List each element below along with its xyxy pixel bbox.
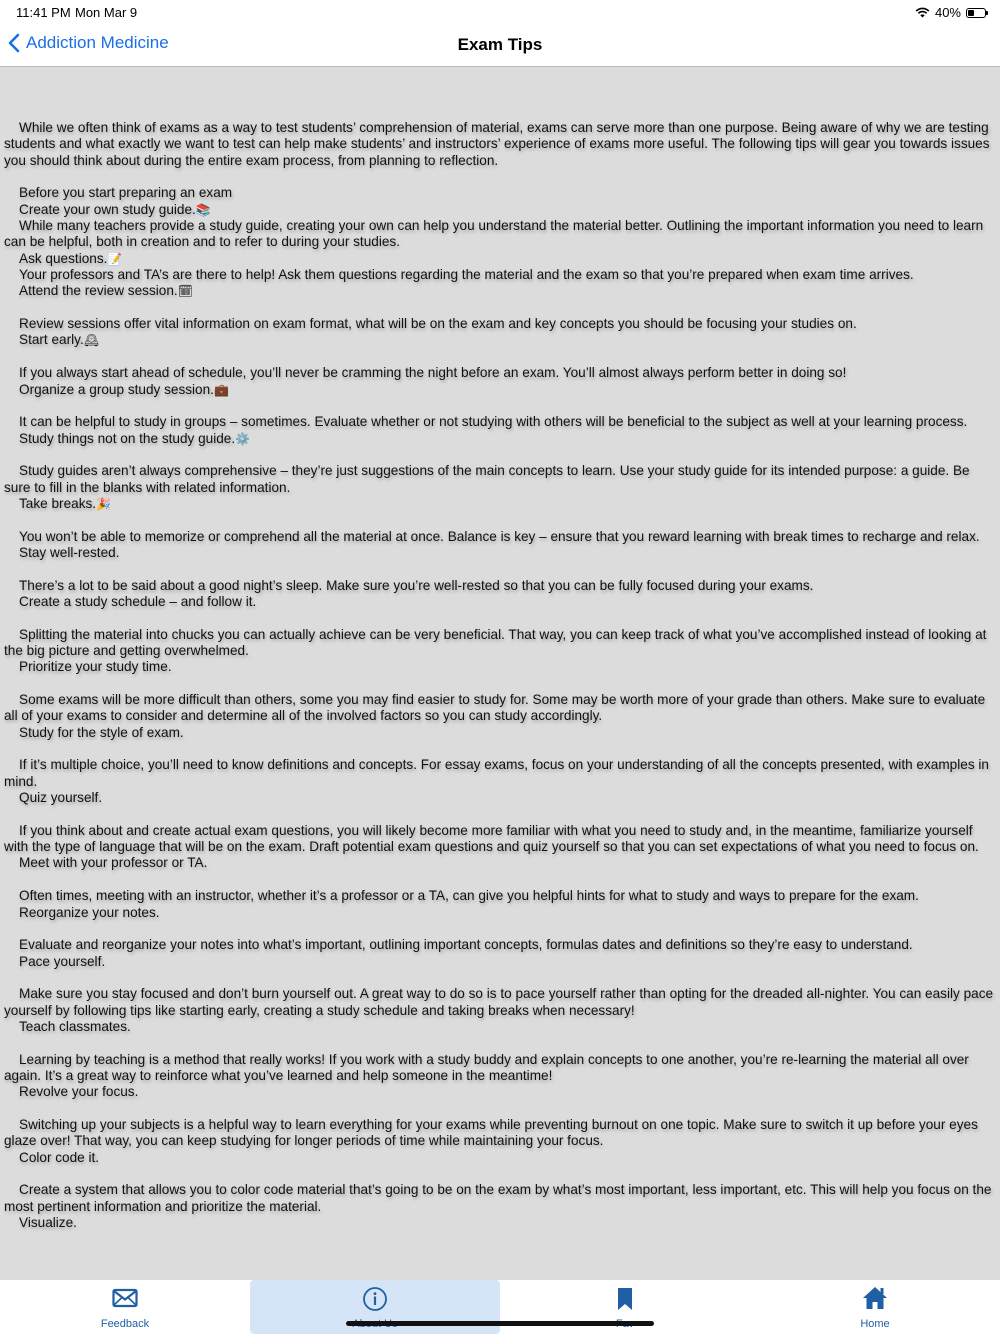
article-text-span: Color code it. — [19, 1149, 100, 1165]
article-text-span: Attend the review session. — [19, 283, 178, 299]
article-text-span: Stay well-rested. — [19, 544, 120, 560]
article-tip — [4, 185, 996, 201]
article-tip — [4, 496, 996, 512]
article-text-span: Create a system that allows you to color code material that’s going to be on the exam by what’s most important, less important, etc. This will help you focus on the most pertinent information and prioritize the material. — [4, 1182, 992, 1214]
paragraph-spacer — [4, 1101, 996, 1117]
article-tip — [4, 1019, 996, 1035]
article-paragraph — [4, 757, 996, 790]
article-text-span: Make sure you stay focused and don’t burn yourself out. A great way to do so is to pace yourself rather than opting for the dreaded all-nighter. You can easily pace yourself by following tips like starting early, creating a study schedule and taking breaks when necessary! — [4, 986, 994, 1018]
paragraph-spacer — [4, 300, 996, 316]
article-scroll-view[interactable] — [0, 67, 1000, 1280]
article-text-span: It can be helpful to study in groups – sometimes. Evaluate whether or not studying with others will be beneficial to the subject as well at your learning process. — [19, 414, 968, 430]
article-text-span: Start early. — [19, 332, 84, 348]
back-button-label: Addiction Medicine — [26, 33, 169, 52]
article-tip — [4, 365, 996, 381]
envelope-icon — [112, 1288, 138, 1308]
home-indicator — [346, 1321, 654, 1326]
bookmark-icon — [617, 1287, 633, 1311]
article-tip — [4, 578, 996, 594]
article-tip — [4, 267, 996, 283]
article-tip — [4, 1150, 996, 1166]
article-tip — [4, 905, 996, 921]
article-text-span: Some exams will be more difficult than others, some you may find easier to study for. Some may be worth more of your grade than others. Make sure to evaluate all of your exams to consider and determine all of the involved factors so you can study accordingly. — [4, 692, 986, 724]
tip-emoji-icon: 📚 — [195, 202, 211, 217]
article-text-span: Evaluate and reorganize your notes into what’s important, outlining important concepts, formulas dates and definitions so they’re easy to understand. — [19, 937, 913, 953]
article-tip — [4, 283, 996, 299]
article-paragraph — [4, 1182, 996, 1215]
article-paragraph — [4, 1117, 996, 1150]
article-paragraph — [4, 986, 996, 1019]
page-title: Exam Tips — [457, 35, 543, 54]
navigation-bar — [0, 24, 1000, 67]
article-tip — [4, 431, 996, 447]
article-text-span: Often times, meeting with an instructor, whether it’s a professor or a TA, can give you helpful hints for what to study and ways to prepare for the exam. — [19, 888, 919, 904]
paragraph-spacer — [4, 741, 996, 757]
article-text-span: Take breaks. — [19, 495, 97, 511]
tip-emoji-icon: ⚙️ — [235, 431, 251, 446]
article-text-span: Ask questions. — [19, 250, 108, 266]
paragraph-spacer — [4, 398, 996, 414]
tab-label: Home — [860, 1318, 890, 1330]
article-paragraph — [4, 529, 996, 545]
battery-percent: 40% — [934, 5, 961, 20]
article-paragraph — [4, 692, 996, 725]
article-text-span: Organize a group study session. — [19, 381, 214, 397]
tab-label: Feedback — [100, 1318, 150, 1330]
article-text-span: Meet with your professor or TA. — [19, 855, 208, 871]
article-text-span: Before you start preparing an exam — [19, 185, 233, 201]
paragraph-spacer — [4, 349, 996, 365]
article-tip — [4, 332, 996, 348]
paragraph-spacer — [4, 561, 996, 577]
article-paragraph — [4, 627, 996, 660]
article-text-span: Quiz yourself. — [19, 790, 103, 806]
paragraph-spacer — [4, 970, 996, 986]
article-paragraph — [4, 218, 996, 251]
tip-emoji-icon: 💼 — [213, 382, 229, 397]
article-tip — [4, 659, 996, 675]
article-tip — [4, 888, 996, 904]
article-text-span: You won’t be able to memorize or comprehend all the material at once. Balance is key – ensure that you reward learning with break times to recharge and relax. — [19, 528, 980, 544]
article-tip — [4, 1215, 996, 1231]
article-tip — [4, 382, 996, 398]
article-tip — [4, 725, 996, 741]
battery-level — [968, 10, 974, 16]
paragraph-spacer — [4, 872, 996, 888]
paragraph-spacer — [4, 806, 996, 822]
home-icon — [862, 1285, 888, 1311]
article-text-span: Teach classmates. — [19, 1018, 131, 1034]
article-paragraph — [4, 414, 996, 430]
article-text-span: Visualize. — [19, 1215, 77, 1231]
info-circle-icon — [362, 1286, 388, 1312]
article-tip — [4, 855, 996, 871]
status-time: 11:41 PM — [16, 5, 71, 20]
wifi-icon — [915, 7, 930, 18]
paragraph-spacer — [4, 512, 996, 528]
article-tip — [4, 316, 996, 332]
article-text-span: If you always start ahead of schedule, you’ll never be cramming the night before an exam. You’ll almost always perform better in doing so! — [19, 365, 847, 381]
article-text-span: If you think about and create actual exam questions, you will likely become more familiar with what you need to study and, in the meantime, familiarize yourself with the type of language that will be on the exam. Draft potential exam questions and quiz yourself so that you can set expectations of what you need to focus on. — [4, 822, 979, 855]
article-text-span: Create a study schedule – and follow it. — [19, 593, 257, 609]
paragraph-spacer — [4, 921, 996, 937]
article-text-span: While many teachers provide a study guide, creating your own can help you understand the material better. Outlining the important information you need to learn can be helpful, both in creation and to refer to during your studies. — [4, 218, 984, 250]
article-tip — [4, 1084, 996, 1100]
paragraph-spacer — [4, 676, 996, 692]
article-text-span: Study guides aren’t always comprehensive – they’re just suggestions of the main concepts to learn. Use your study guide for its intended purpose: a guide. Be sure to fill in the blanks with related information. — [4, 463, 970, 495]
paragraph-spacer — [4, 169, 996, 185]
article-text-span: There’s a lot to be said about a good night’s sleep. Make sure you’re well-rested so that you can be fully focused during your exams. — [19, 577, 814, 593]
tip-emoji-icon: 📝 — [107, 251, 123, 266]
paragraph-spacer — [4, 610, 996, 626]
tab-feedback[interactable] — [0, 1280, 250, 1334]
article-text-span: Create your own study guide. — [19, 201, 196, 217]
article-text-span: Review sessions offer vital information on exam format, what will be on the exam and key concepts you should be focusing your studies on. — [19, 316, 857, 332]
paragraph-spacer — [4, 1166, 996, 1182]
article-tip — [4, 545, 996, 561]
article-tip — [4, 251, 996, 267]
article-text-span: While we often think of exams as a way to test students’ comprehension of material, exams can serve more than one purpose. Being aware of why we are testing students and what exactly we want to test can help make students’ and instructors’ experience of exams more useful. The following tips will gear you towards issues you should think about during the entire exam process, from planning to reflection. — [4, 120, 990, 168]
article-tip — [4, 937, 996, 953]
article-text-span: Your professors and TA’s are there to help! Ask them questions regarding the material and the exam so that you’re prepared when exam time arrives. — [19, 267, 914, 283]
article-text-span: Study for the style of exam. — [19, 724, 184, 740]
status-indicators — [915, 5, 986, 20]
article-text-span: Study things not on the study guide. — [19, 430, 236, 446]
article-text-span: Pace yourself. — [19, 953, 106, 969]
status-date: Mon Mar 9 — [75, 5, 138, 20]
article-tip — [4, 202, 996, 218]
paragraph-spacer — [4, 447, 996, 463]
paragraph-spacer — [4, 1035, 996, 1051]
article-text — [0, 67, 1000, 1231]
article-paragraph — [4, 1052, 996, 1085]
article-paragraph — [4, 120, 996, 169]
article-tip — [4, 790, 996, 806]
tip-emoji-icon: 🎉 — [96, 496, 112, 511]
battery-icon — [966, 8, 986, 18]
article-text-span: Reorganize your notes. — [19, 904, 160, 920]
article-paragraph — [4, 823, 996, 856]
article-tip — [4, 954, 996, 970]
tip-emoji-icon: 🗓 — [177, 284, 193, 299]
article-text-span: Prioritize your study time. — [19, 659, 172, 675]
article-text-span: If it’s multiple choice, you’ll need to know definitions and concepts. For essay exams, focus on your understanding of all the concepts presented, with examples in mind. — [4, 757, 989, 789]
article-text-span: Switching up your subjects is a helpful way to learn everything for your exams while preventing burnout on one topic. Make sure to switch it up before your eyes glaze over! That way, you can keep studying for longer periods of time while maintaining your focus. — [4, 1116, 978, 1149]
article-tip — [4, 594, 996, 610]
article-text-span: Learning by teaching is a method that really works! If you work with a study buddy and explain concepts to one another, you’re re-learning the material all over again. It’s a great way to reinforce what you’ve learned and help someone in the meantime! — [4, 1051, 969, 1083]
article-text-span: Splitting the material into chucks you can actually achieve can be very beneficial. That way, you can keep track of what you’ve accomplished instead of looking at the big picture and getting overwhelmed. — [4, 626, 987, 658]
status-bar — [0, 0, 1000, 24]
tip-emoji-icon: 🕰 — [83, 333, 99, 348]
article-paragraph — [4, 463, 996, 496]
article-text-span: Revolve your focus. — [19, 1084, 139, 1100]
tab-home[interactable] — [750, 1280, 1000, 1334]
